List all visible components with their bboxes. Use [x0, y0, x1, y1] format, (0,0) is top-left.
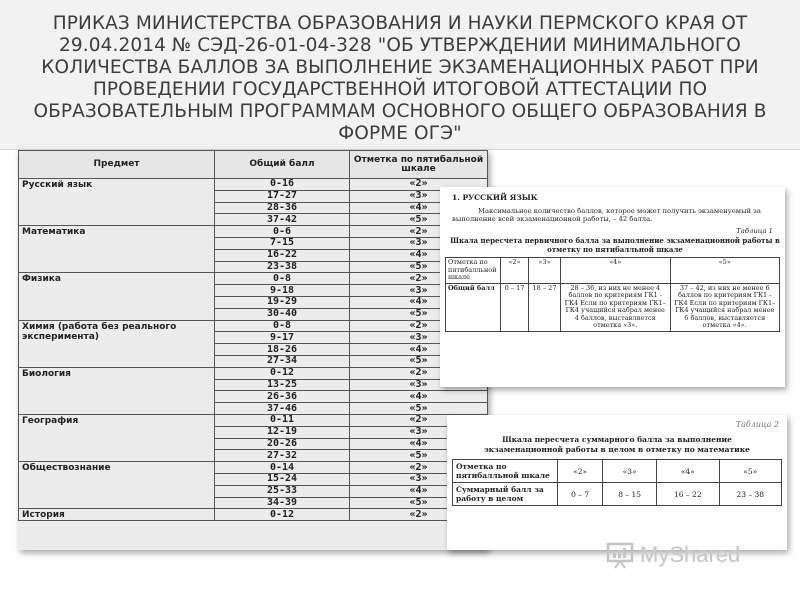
page-title: ПРИКАЗ МИНИСТЕРСТВА ОБРАЗОВАНИЯ И НАУКИ ПЕРМСКОГО КРАЯ ОТ 29.04.2014 № СЭД-26-01-04-328 "ОБ УТВЕРЖДЕНИИ МИНИМАЛЬНОГО КОЛИЧЕСТВА БАЛЛОВ ЗА ВЫПОЛНЕНИЕ ЭКЗАМЕНАЦИОННЫХ РАБОТ ПРИ ПРОВЕДЕНИИ ГОСУДАРСТВЕННОЙ ИТОГОВОЙ АТТЕСТАЦИИ ПО ОБРАЗОВАТЕЛЬНЫМ ПРОГРАММАМ ОСНОВНОГО ОБЩЕГО ОБРАЗОВАНИЯ В ФОРМЕ ОГЭ": [33, 13, 767, 144]
score-range: 9-18: [215, 285, 350, 297]
doc1-grade-cell: «4»: [561, 258, 671, 284]
score-range: 0-16: [215, 179, 350, 191]
grade-value: «4»: [350, 249, 488, 261]
score-range: 12-19: [215, 426, 350, 438]
grade-value: «3»: [350, 285, 488, 297]
grade-value: «3»: [350, 379, 488, 391]
score-range: 23-38: [215, 261, 350, 273]
doc1-score-cell: 28 – 36, из них не менее 4 баллов по критериям ГК1 - ГК4 Если по критериям ГК1–ГК4 учащийся набрал менее 4 баллов, выставляется отметка «3».: [561, 283, 671, 331]
table-row: [19, 226, 488, 238]
myshared-logo[interactable]: [606, 540, 766, 570]
grade-value: «5»: [350, 450, 488, 462]
grade-value: «2»: [350, 414, 488, 426]
score-range: 17-27: [215, 190, 350, 202]
doc1-heading: 1. РУССКИЙ ЯЗЫК: [452, 193, 538, 202]
grade-value: «3»: [350, 473, 488, 485]
score-range: 28-36: [215, 202, 350, 214]
grade-value: «2»: [350, 226, 488, 238]
table-row: [19, 273, 488, 285]
grade-value: «5»: [350, 308, 488, 320]
score-range: 15-24: [215, 473, 350, 485]
grade-value: «5»: [350, 261, 488, 273]
subject-name: Биология: [19, 367, 215, 414]
score-range: 0-6: [215, 226, 350, 238]
doc2-row1-label: Отметка по пятибалльной шкале: [453, 460, 558, 483]
score-range: 0-12: [215, 509, 350, 521]
table-row: [19, 179, 488, 191]
doc2-score-cell: 16 – 22: [657, 483, 719, 506]
table-row: [19, 509, 488, 521]
russian-language-scan: [440, 187, 785, 387]
doc2-grade-cell: «4»: [657, 460, 719, 483]
score-table: [18, 150, 488, 521]
grade-value: «2»: [350, 367, 488, 379]
doc2-caption: Шкала пересчета суммарного балла за выполнение экзаменационной работы в целом в отметку по математике: [484, 435, 750, 454]
score-range: 7-15: [215, 237, 350, 249]
score-range: 9-17: [215, 332, 350, 344]
subject-name: Химия (работа без реального эксперимента): [19, 320, 215, 367]
doc1-caption: Шкала пересчета первичного балла за выполнение экзаменационной работы в отметку по пятибалльной шкале: [450, 236, 780, 254]
doc1-score-cell: 37 – 42, из них не менее 6 баллов по критериям ГК1 - ГК4 Если по критериям ГК1–ГК4 учащийся набрал менее 6 баллов, выставляется отметка «4».: [670, 283, 780, 331]
doc1-table: [445, 257, 780, 332]
score-range: 0-14: [215, 462, 350, 474]
subject-name: География: [19, 414, 215, 461]
doc2-table: [452, 459, 782, 506]
doc2-grade-row: [453, 460, 782, 483]
score-range: 18-26: [215, 344, 350, 356]
doc1-grade-row: [446, 258, 780, 284]
score-range: 19-29: [215, 296, 350, 308]
header-subject: Предмет: [19, 151, 215, 179]
presentation-icon: [606, 541, 634, 569]
doc1-score-cell: 0 – 17: [501, 283, 529, 331]
doc2-grade-cell: «3»: [603, 460, 657, 483]
table-row: [19, 367, 488, 379]
score-range: 0-12: [215, 367, 350, 379]
doc1-paragraph: Максимальное количество баллов, которое может получить экзаменуемый за выполнение всей экзаменационной работы, – 42 балла.: [452, 207, 761, 223]
header-grade: Отметка по пятибальной шкале: [350, 151, 488, 179]
score-range: 20-26: [215, 438, 350, 450]
table-row: [19, 320, 488, 332]
doc2-grade-cell: «5»: [719, 460, 781, 483]
score-range: 0-8: [215, 320, 350, 332]
grade-value: «4»: [350, 438, 488, 450]
score-range: 27-32: [215, 450, 350, 462]
doc2-score-row: [453, 483, 782, 506]
grade-value: «3»: [350, 332, 488, 344]
logo-text: MyShared: [640, 542, 741, 567]
math-scan: [447, 415, 787, 550]
doc2-score-cell: 23 – 38: [719, 483, 781, 506]
doc2-score-cell: 0 – 7: [558, 483, 603, 506]
score-range: 16-22: [215, 249, 350, 261]
subject-name: Физика: [19, 273, 215, 320]
table-row: [19, 414, 488, 426]
doc2-score-cell: 8 – 15: [603, 483, 657, 506]
grade-value: «2»: [350, 273, 488, 285]
score-range: 26-36: [215, 391, 350, 403]
score-table-header: [19, 151, 488, 179]
grade-value: «3»: [350, 190, 488, 202]
score-range: 25-33: [215, 485, 350, 497]
grade-value: «4»: [350, 202, 488, 214]
grade-value: «5»: [350, 497, 488, 509]
grade-value: «5»: [350, 403, 488, 415]
doc1-grade-cell: «3»: [529, 258, 561, 284]
score-range: 30-40: [215, 308, 350, 320]
doc2-grade-cell: «2»: [558, 460, 603, 483]
doc1-score-row: [446, 283, 780, 331]
grade-value: «2»: [350, 320, 488, 332]
doc1-grade-cell: «5»: [670, 258, 780, 284]
main-scan-document: [18, 150, 488, 550]
doc2-row2-label: Суммарный балл за работу в целом: [453, 483, 558, 506]
score-range: 27-34: [215, 355, 350, 367]
grade-value: «4»: [350, 391, 488, 403]
table-row: [19, 462, 488, 474]
grade-value: «2»: [350, 179, 488, 191]
doc1-score-cell: 18 – 27: [529, 283, 561, 331]
doc2-table-label: Таблица 2: [735, 420, 779, 429]
doc1-table-label: Таблица 1: [736, 227, 773, 235]
subject-name: Русский язык: [19, 179, 215, 226]
score-range: 37-46: [215, 403, 350, 415]
grade-value: «4»: [350, 344, 488, 356]
grade-value: «4»: [350, 296, 488, 308]
grade-value: «2»: [350, 462, 488, 474]
grade-value: «5»: [350, 355, 488, 367]
doc1-row2-label: Общий балл: [446, 283, 501, 331]
score-range: 13-25: [215, 379, 350, 391]
subject-name: Обществознание: [19, 462, 215, 509]
grade-value: «5»: [350, 214, 488, 226]
grade-value: «2»: [350, 509, 488, 521]
doc1-row1-label: Отметка по пятибалльной шкале: [446, 258, 501, 284]
doc1-grade-cell: «2»: [501, 258, 529, 284]
subject-name: Математика: [19, 226, 215, 273]
score-range: 0-8: [215, 273, 350, 285]
score-range: 34-39: [215, 497, 350, 509]
subject-name: История: [19, 509, 215, 521]
grade-value: «4»: [350, 485, 488, 497]
score-range: 37-42: [215, 214, 350, 226]
score-range: 0-11: [215, 414, 350, 426]
header-score: Общий балл: [215, 151, 350, 179]
grade-value: «3»: [350, 426, 488, 438]
grade-value: «3»: [350, 237, 488, 249]
